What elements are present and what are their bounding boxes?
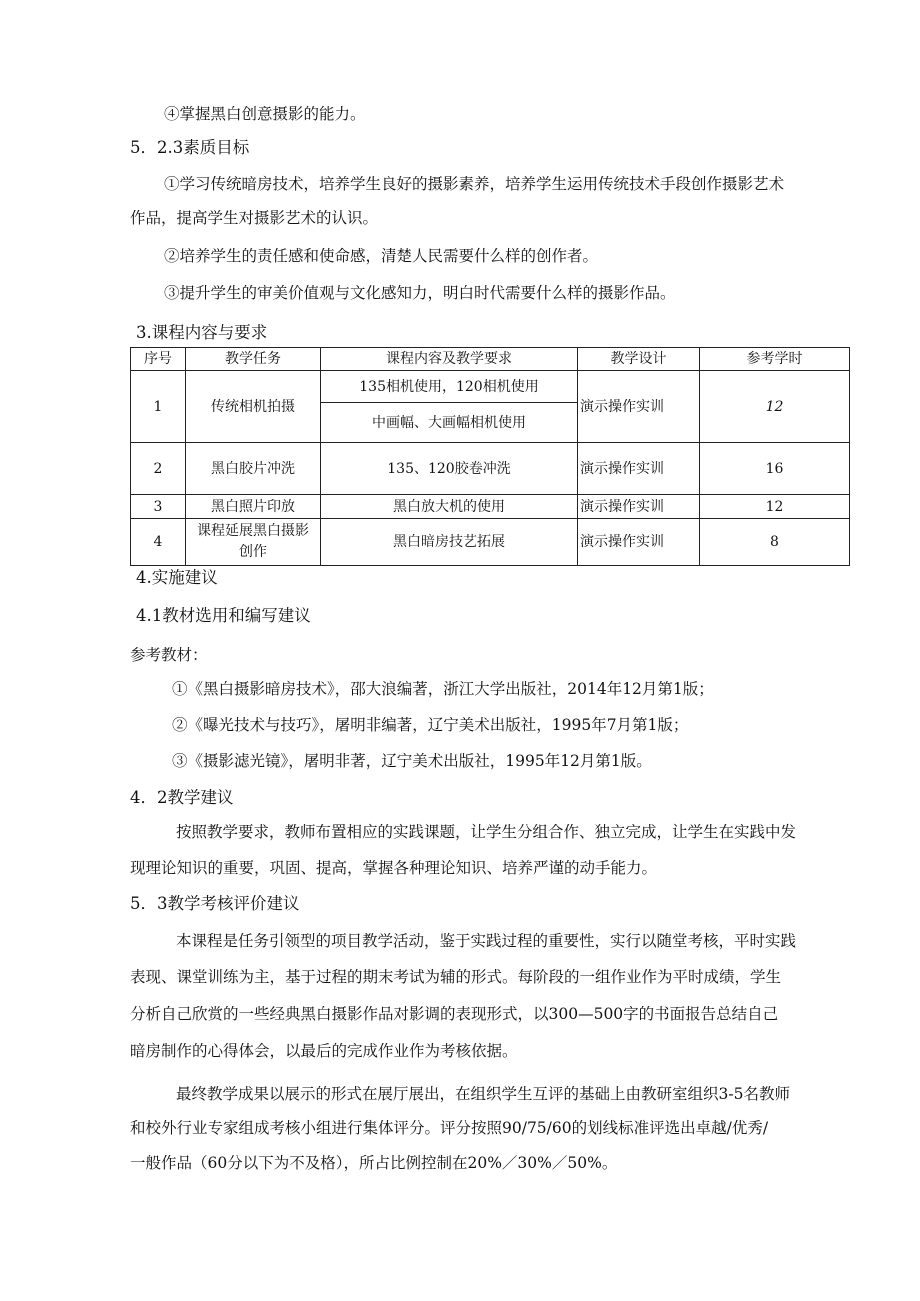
row-design: 演示操作实训: [578, 519, 700, 566]
table-header-row: [131, 348, 850, 371]
row-task-line: 课程延展黑白摄影: [197, 523, 309, 539]
teaching-heading: 4．2教学建议: [130, 788, 234, 807]
evaluation-text: 分析自己欣赏的一些经典黑白摄影作品对影调的表现形式，以300—500字的书面报告总结自己: [130, 1005, 779, 1023]
row-content: 中画幅、大画幅相机使用: [321, 403, 578, 443]
table-header: 课程内容及教学要求: [321, 348, 578, 371]
row-number: 3: [131, 495, 186, 519]
reference-label: 参考教材：: [130, 646, 208, 664]
content-heading: 3.课程内容与要求: [136, 323, 268, 342]
teaching-text: 现理论知识的重要，巩固、提高，掌握各种理论知识、培养严谨的动手能力。: [130, 859, 658, 877]
row-number: 1: [131, 371, 186, 443]
row-content: 135相机使用，120相机使用: [321, 371, 578, 403]
row-design: 演示操作实训: [578, 443, 700, 495]
table-row: [131, 495, 850, 519]
quality-heading: 5．2.3素质目标: [130, 138, 250, 157]
table-row: [131, 371, 850, 403]
row-task: 黑白照片印放: [186, 495, 321, 519]
row-task: [186, 519, 321, 566]
evaluation-text: 最终教学成果以展示的形式在展厅展出，在组织学生互评的基础上由教研室组织3-5名教师: [176, 1085, 790, 1103]
skills-item-4: ④掌握黑白创意摄影的能力。: [164, 105, 366, 123]
table-header: 参考学时: [700, 348, 850, 371]
textbook-heading: 4.1教材选用和编写建议: [136, 606, 311, 625]
quality-item: 作品，提高学生对摄影艺术的认识。: [130, 209, 379, 227]
table-header: 教学设计: [578, 348, 700, 371]
reference-item: ②《曝光技术与技巧》，屠明非编著，辽宁美术出版社，1995年7月第1版；: [172, 716, 689, 734]
evaluation-text: 和校外行业专家组成考核小组进行集体评分。评分按照90/75/60的划线标准评选出卓越/优秀/: [130, 1119, 769, 1137]
table-header: 教学任务: [186, 348, 321, 371]
row-hours: 12: [700, 371, 850, 443]
row-content: 黑白暗房技艺拓展: [321, 519, 578, 566]
evaluation-text: 暗房制作的心得体会，以最后的完成作业作为考核依据。: [130, 1042, 518, 1060]
row-design: 演示操作实训: [578, 371, 700, 443]
row-hours: 16: [700, 443, 850, 495]
course-content-table: [130, 347, 850, 566]
table-row: [131, 443, 850, 495]
quality-item: ②培养学生的责任感和使命感，清楚人民需要什么样的创作者。: [164, 247, 599, 265]
quality-item: ③提升学生的审美价值观与文化感知力，明白时代需要什么样的摄影作品。: [164, 284, 676, 302]
row-hours: 8: [700, 519, 850, 566]
row-content: 黑白放大机的使用: [321, 495, 578, 519]
row-task-line: 创作: [239, 544, 267, 560]
row-content: 135、120胶卷冲洗: [321, 443, 578, 495]
evaluation-text: 表现、课堂训练为主，基于过程的期末考试为辅的形式。每阶段的一组作业作为平时成绩，学生: [130, 968, 782, 986]
evaluation-heading: 5．3教学考核评价建议: [130, 894, 300, 913]
implementation-heading: 4.实施建议: [136, 568, 218, 587]
row-number: 2: [131, 443, 186, 495]
row-task: 传统相机拍摄: [186, 371, 321, 443]
evaluation-text: 本课程是任务引领型的项目教学活动，鉴于实践过程的重要性，实行以随堂考核，平时实践: [176, 932, 797, 950]
quality-item: ①学习传统暗房技术，培养学生良好的摄影素养，培养学生运用传统技术手段创作摄影艺术: [164, 175, 785, 193]
table-row: [131, 519, 850, 566]
teaching-text: 按照教学要求，教师布置相应的实践课题，让学生分组合作、独立完成，让学生在实践中发: [176, 823, 797, 841]
row-design: 演示操作实训: [578, 495, 700, 519]
row-task: 黑白胶片冲洗: [186, 443, 321, 495]
reference-item: ③《摄影滤光镜》，屠明非著，辽宁美术出版社，1995年12月第1版。: [172, 752, 652, 770]
table-header: 序号: [131, 348, 186, 371]
row-number: 4: [131, 519, 186, 566]
reference-item: ①《黑白摄影暗房技术》，邵大浪编著，浙江大学出版社，2014年12月第1版；: [172, 680, 714, 698]
row-hours: 12: [700, 495, 850, 519]
evaluation-text: 一般作品（60分以下为不及格），所占比例控制在20%／30%／50%。: [130, 1154, 618, 1172]
